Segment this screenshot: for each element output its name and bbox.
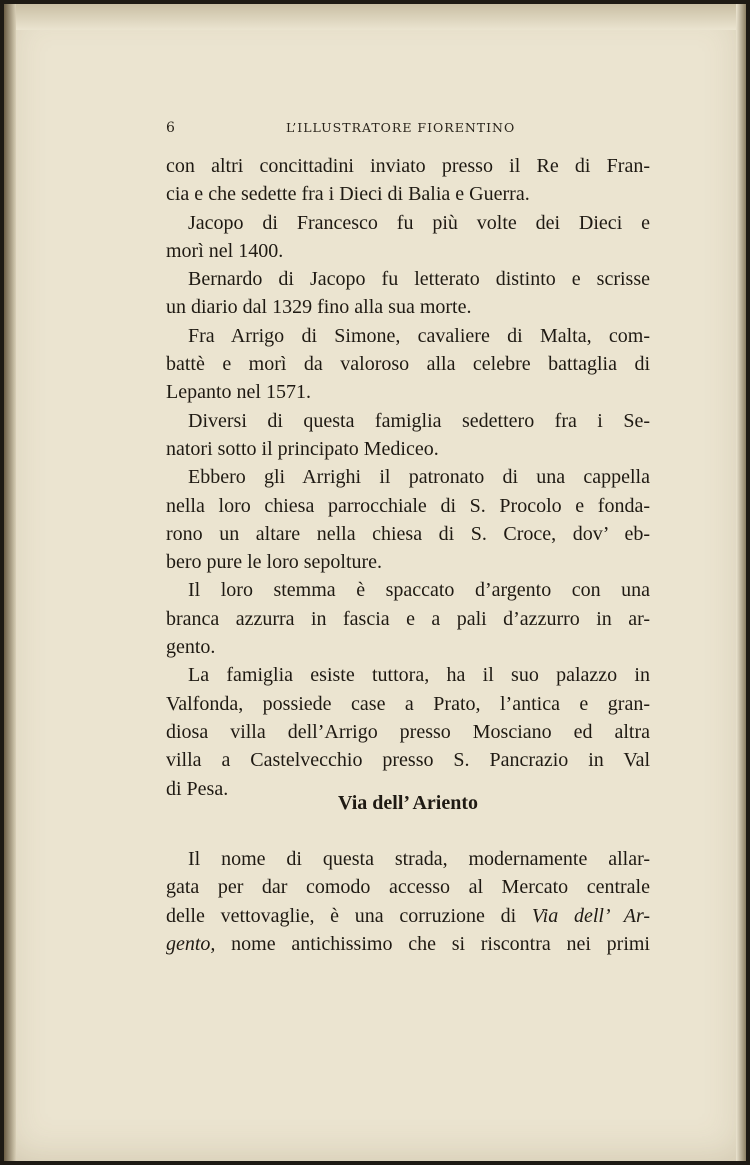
text-line: gento.: [166, 636, 216, 659]
text-line: [166, 930, 650, 958]
text-line: Bernardo di Jacopo fu letterato distinto e scrisse: [188, 268, 650, 291]
text-line: Jacopo di Francesco fu più volte dei Dieci e: [188, 211, 650, 234]
text-line: con altri concittadini inviato presso il Re di Fran-: [166, 155, 650, 177]
text-fragment: delle vettovaglie, è una corruzione di: [166, 904, 532, 927]
section-heading: Via dell’ Ariento: [338, 792, 478, 814]
body-text: [166, 152, 650, 803]
text-line: Ebbero gli Arrighi il patronato di una cappella: [188, 466, 650, 489]
text-line: morì nel 1400.: [166, 239, 284, 262]
text-line: Lepanto nel 1571.: [166, 381, 311, 404]
page-edge-right: [736, 4, 746, 1161]
text-line: Fra Arrigo di Simone, cavaliere di Malta, com-: [188, 324, 650, 347]
italic-fragment: Via dell’ Ar-: [531, 904, 650, 927]
text-line: Il loro stemma è spaccato d’argento con una: [188, 579, 650, 602]
text-line: Diversi di questa famiglia sedettero fra i Se-: [188, 409, 650, 432]
text-line: gata per dar comodo accesso al Mercato centrale: [166, 876, 650, 899]
text-line: di Pesa.: [166, 777, 229, 800]
text-fragment: nome antichissimo che si riscontra nei primi: [215, 932, 650, 955]
text-line: natori sotto il principato Mediceo.: [166, 437, 439, 460]
text-line: un diario dal 1329 fino alla sua morte.: [166, 296, 472, 319]
text-line: nella loro chiesa parrocchiale di S. Procolo e fonda-: [166, 494, 650, 517]
text-line: Il nome di questa strada, modernamente allar-: [188, 848, 650, 870]
page-edge-left: [4, 4, 16, 1161]
running-head: [166, 120, 650, 140]
text-line: branca azzurra in fascia e a pali d’azzurro in ar-: [166, 607, 650, 630]
running-title: L’ILLUSTRATORE FIORENTINO: [286, 120, 516, 135]
section-text: [166, 845, 650, 958]
text-line: villa a Castelvecchio presso S. Pancrazio in Val: [166, 749, 650, 772]
italic-fragment: gento,: [166, 932, 216, 955]
text-line: rono un altare nella chiesa di S. Croce, dov’ eb-: [166, 522, 650, 545]
page-edge-top: [4, 4, 746, 30]
text-line: diosa villa dell’Arrigo presso Mosciano ed altra: [166, 720, 650, 743]
text-line: [166, 902, 650, 930]
text-line: Valfonda, possiede case a Prato, l’antica e gran-: [166, 692, 650, 715]
text-line: battè e morì da valoroso alla celebre battaglia di: [166, 353, 650, 376]
text-line: cia e che sedette fra i Dieci di Balia e Guerra.: [166, 183, 530, 206]
text-line: La famiglia esiste tuttora, ha il suo palazzo in: [188, 664, 650, 687]
page-number: 6: [166, 120, 175, 136]
text-line: bero pure le loro sepolture.: [166, 551, 383, 574]
